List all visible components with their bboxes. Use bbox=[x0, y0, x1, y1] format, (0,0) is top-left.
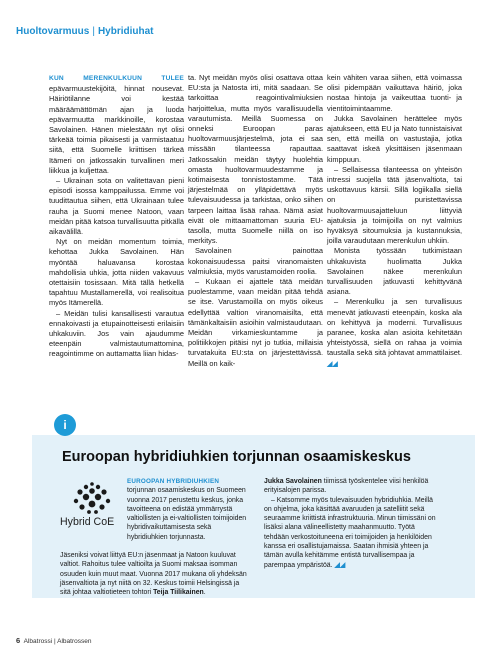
paragraph: EUROOPAN HYBRIDIUHKIEN torjunnan osaamiskeskus on Suomeen vuonna 2017 perustettu keskus, jonka tavoitteena on edistää ymmärrystä valtiollisten ja ei-valtiollisten toimijoiden hybridivaikuttamisesta sekä hybridiuhkien torjunnasta. bbox=[127, 478, 247, 541]
article-column-3 bbox=[327, 73, 462, 370]
lead-in: KUN MERENKULKUUN TULEE bbox=[49, 75, 184, 82]
director-name: Teija Tiilikainen bbox=[153, 589, 204, 597]
paragraph: Savolainen painottaa kokonaisuudessa paitsi viranomaisten valmiuksia, myös varustamoiden roolia. bbox=[188, 246, 323, 276]
end-mark-icon: ◢◢ bbox=[334, 561, 346, 569]
person-name: Jukka Savolainen bbox=[264, 478, 322, 485]
paragraph: ta. Nyt meidän myös olisi osattava ottaa EU:sta ja Natosta irti, mitä saadaan. Se tarkoittaa reagointivalmiuksien harjoittelua, mutta myös varallisuudella varautumista. Meillä Suomessa on onneksi Euroopan paras huoltovarmuusjärjestelmä, jota ei saa missään tilanteessa rapauttaa. Jatkossakin meidän täytyy huolehtia omasta huoltovarmuudestamme ja kotimaisesta tonnistostamme. Tätä järjestelmää on ylläpidettävä myös tulevaisuudessa ja tarkistaa, onko siihen tarpeen laittaa lisää rahaa. Nämä asiat eivät ole mittaamattoman suuria EU-tasolla, mutta Suomelle niillä on iso merkitys. bbox=[188, 73, 323, 246]
hybrid-coe-logo-text: Hybrid CoE bbox=[60, 516, 115, 528]
magazine-name-alt: Albatrossen bbox=[57, 638, 92, 645]
paragraph: – Meidän tulisi kansallisesti varautua ennakoivasti ja etupainotteisesti erilaisiin uhkakuviin. Jos vain ajaudumme eteenpäin valmistautumattomina, reagointimme on auttamatta liian hidas- bbox=[49, 308, 184, 359]
box-lead-in: EUROOPAN HYBRIDIUHKIEN bbox=[127, 478, 220, 485]
section-name: Huoltovarmuus bbox=[16, 26, 90, 37]
page-footer: 6 Albatrossi | Albatrossen bbox=[16, 636, 92, 645]
paragraph: Jukka Savolainen tiimissä työskentelee viisi henkilöä erityisalojen parissa. bbox=[264, 478, 429, 495]
magazine-name: Albatrossi bbox=[23, 638, 53, 645]
paragraph: Jäseniksi voivat liittyä EU:n jäsenmaat ja Natoon kuuluvat valtiot. Rahoitus tulee valtioilta ja Suomi maksaa isomman osuuden kuin muut maat. Vuonna 2017 mukana oli yhdeksän jäsenvaltiota ja nyt niitä on 32. Keskus toimii Helsingissä ja sitä johtaa valtiotieteen tohtori Teija Tiilikainen. bbox=[60, 552, 247, 597]
article-column-1 bbox=[49, 73, 184, 360]
paragraph: – Sellaisessa tilanteessa on yhteisön intressi suojella tätä jäsenvaltiota, tai uskottavuus kärsii. Sillä logiikalla siellä on puristettavissa huoltovarmuusajatteluun liittyviä ajatuksia ja toimijoilla on nyt valmius hyväksyä sitoumuksia ja kustannuksia, joilla varaudutaan merenkulun uhkiin. bbox=[327, 164, 462, 246]
paragraph: Monista työssään tutkimistaan uhkakuvista huolimatta Jukka Savolainen näkee merenkulun turvallisuuden jatkuvasti kehittyvänä asiana. bbox=[327, 246, 462, 297]
paragraph: – Merenkulku ja sen turvallisuus menevät jatkuvasti eteenpäin, koska ala on kehittyvä ja moderni. Turvallisuus paranee, koska alan asioita kehitetään yhteistyössä, siellä on rahaa ja voimia taustalla sekä sitä johtavat ammattilaiset. ◢◢ bbox=[327, 297, 462, 368]
topic-name: Hybridiuhat bbox=[97, 26, 154, 37]
paragraph: Jukka Savolainen herättelee myös ajatukseen, että EU ja Nato tunnistaisivat sen, että meillä on vastustajia, jotka saattavat iskeä yksittäisen jäsenmaan kimppuun. bbox=[327, 113, 462, 164]
paragraph: Nyt on meidän momentum toimia, kehottaa Jukka Savolainen. Hän myöntää haluavansa korostaa mahdollisia uhkia, jotta niiden vakavuus otettaisiin tosissaan. Mitä tällä hetkellä tapahtuu Mustallamerellä, voi realisoitua myös Itämerellä. bbox=[49, 237, 184, 308]
info-box-title: Euroopan hybridiuhkien torjunnan osaamiskeskus bbox=[62, 449, 411, 465]
info-box-column-2 bbox=[264, 477, 440, 570]
section-header: Huoltovarmuus | Hybridiuhat bbox=[16, 26, 154, 37]
page-number: 6 bbox=[16, 636, 21, 645]
paragraph: – Ukrainan sota on valitettavan pieni episodi isossa kamppailussa. Emme voi tuudittautua siihen, että Ukrainaan tulee rauha ja Suomi menee Natoon, vaan meidän pitää katsoa turvallisuutta pitkällä aikavälillä. bbox=[49, 176, 184, 237]
article-column-2 bbox=[188, 73, 323, 369]
paragraph: KUN MERENKULKUUN TULEE epävarmuustekijöitä, hinnat nousevat. Häiriötilanne voi kestää määräämättömän ajan ja luoda epävarmuutta markkinoille, korostaa Savolainen. Hänen mielestään nyt olisi tärkeää toimia pikaisesti ja varmistaatuu siitä, että Suomelle kriittisen tärkeä Itämeri on jatkossakin turvallinen meri liikkua ja kuljettaa. bbox=[49, 75, 184, 175]
paragraph: – Katsomme myös tulevaisuuden hybridiuhkia. Meillä on ohjelma, joka käsittää avaruuden ja satelliitit sekä seuraamme kriittistä infrastruktuuria. Minun tiimissäni on lisäksi alana välineellistetty maahanmuutto. Työtä tehdään verkostoituneena eri toimijoiden ja henkilöiden kanssa eri osallistujamaissa. Saatan ihmisiä yhteen ja tämän avulla kehitämme entistä turvallisempaa ja parempaa ympäristöä. ◢◢ bbox=[264, 496, 436, 569]
paragraph: kein vähiten varaa siihen, että voimassa olisi pidempään vaikuttava häiriö, joka nostaa hintoja ja vaikeuttaa tuonti- ja vientitoimintaamme. bbox=[327, 73, 462, 113]
paragraph: – Kukaan ei ajattele tätä meidän puolestamme, vaan meidän pitää tehdä se itse. Varustamoilla on myös oikeus edellyttää valtion viranomaisilta, että tämänkaltaisiin asioihin valmistaudutaan. Meidän virkamieskuntamme ja politiikkojen pitäisi nyt jo tutkia, millaisia turvatakuita EU:sta on järjestettävissä. Meillä on kaik- bbox=[188, 277, 323, 368]
end-mark-icon: ◢◢ bbox=[327, 360, 338, 368]
hybrid-coe-logo-icon bbox=[60, 479, 124, 545]
info-badge: i bbox=[54, 414, 76, 436]
